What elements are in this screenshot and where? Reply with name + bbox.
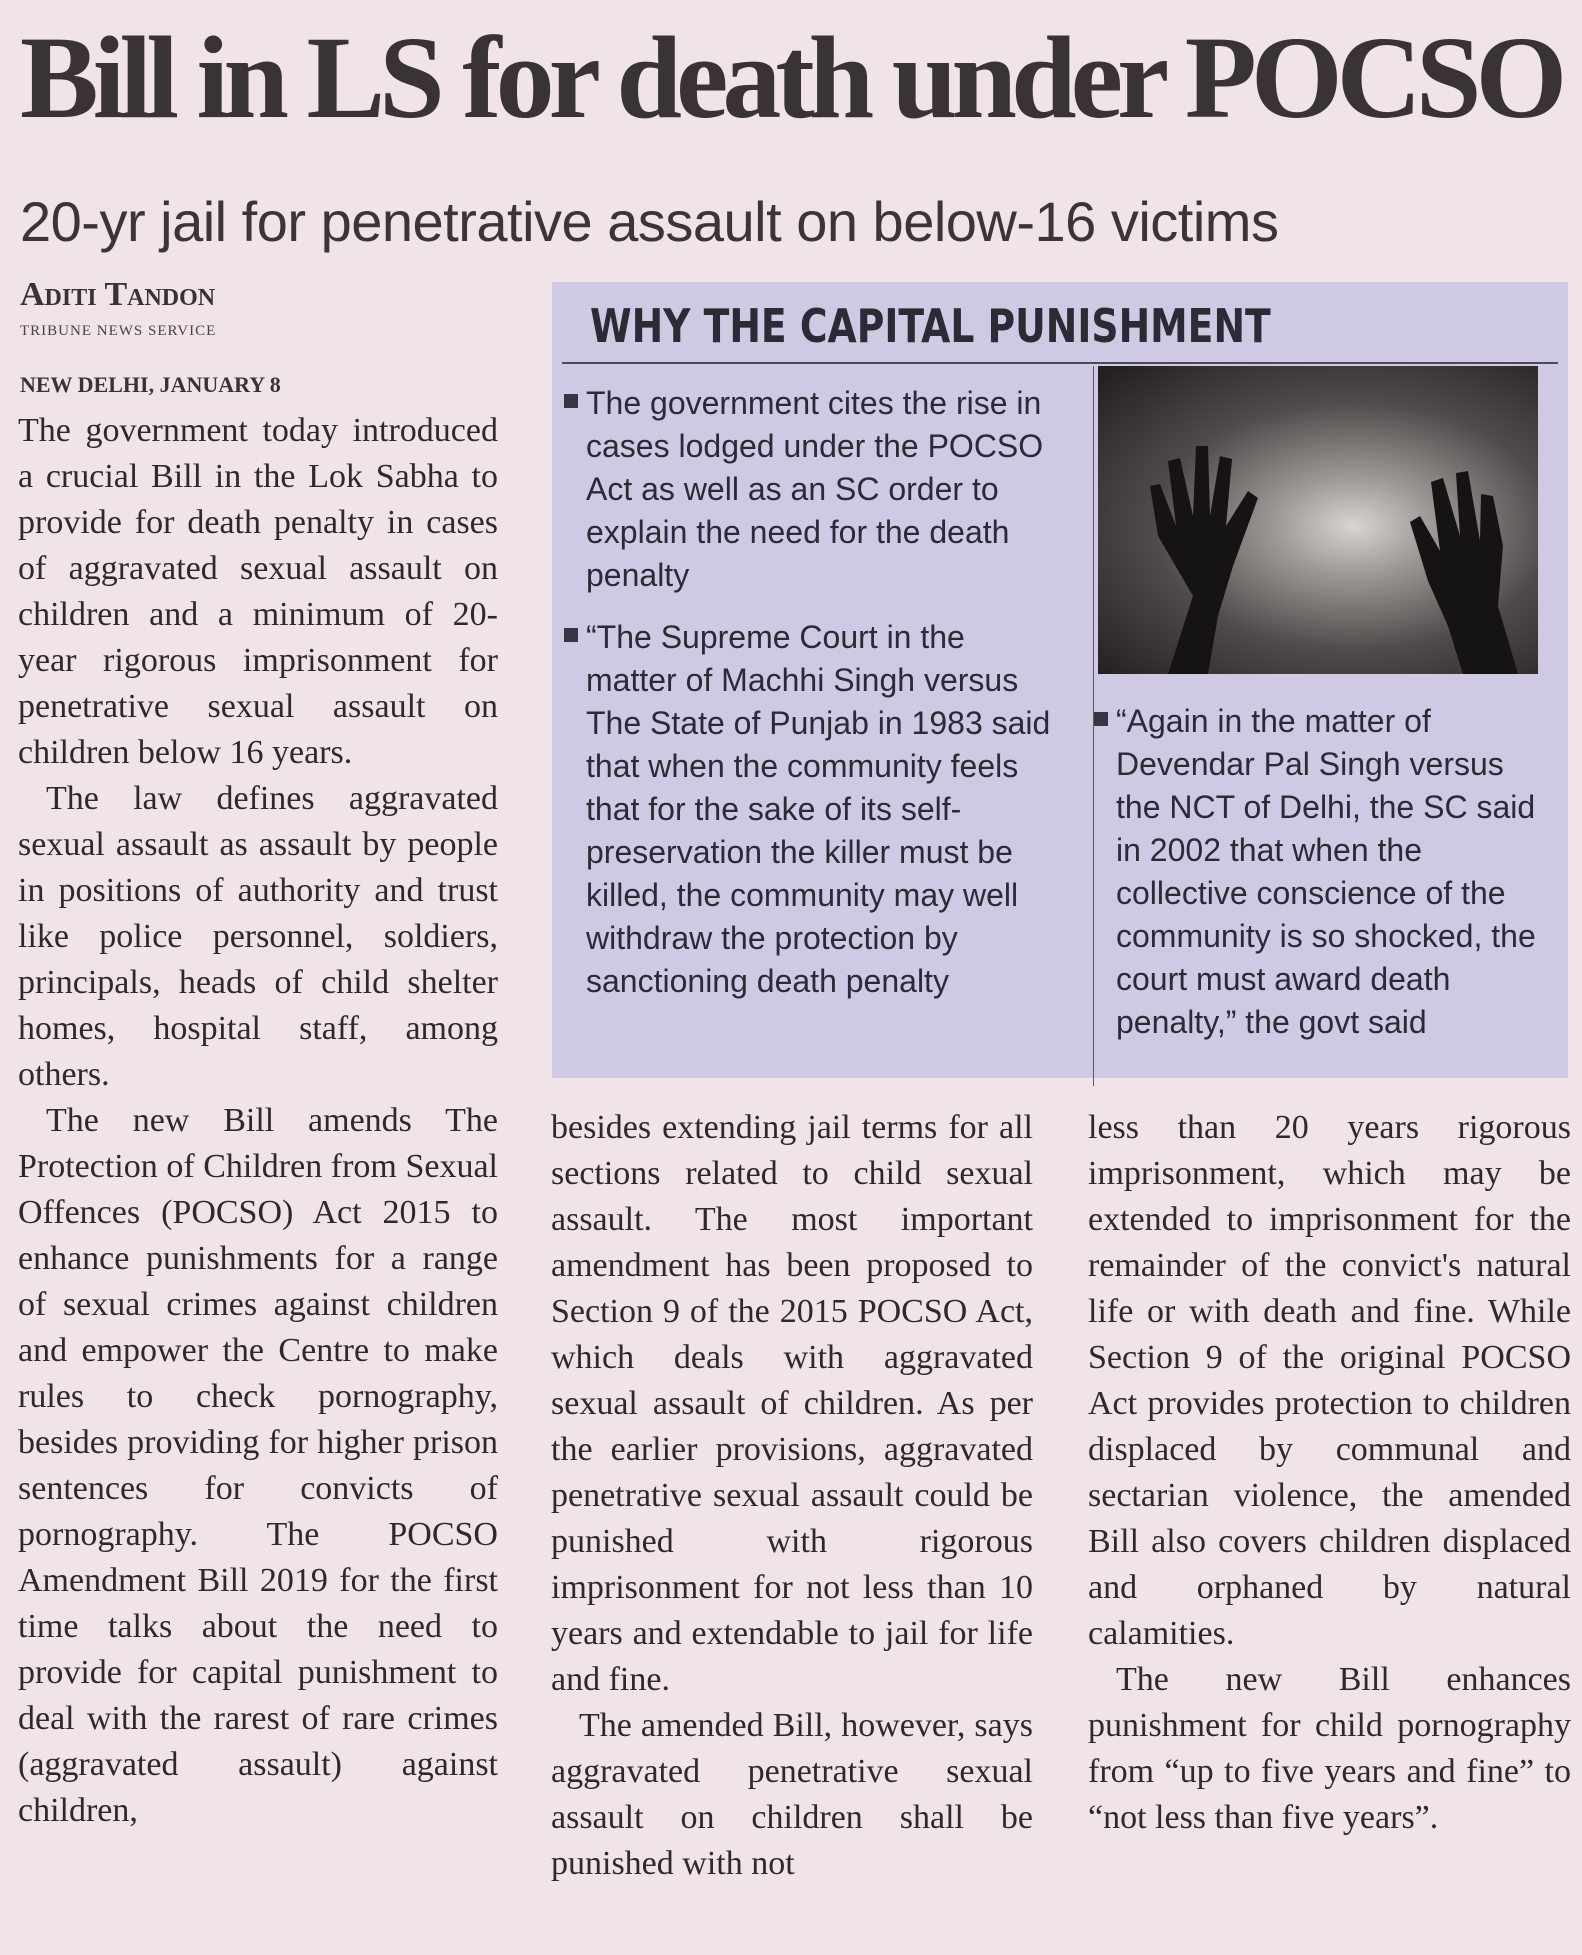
sidebar-bullet-text: “The Supreme Court in the matter of Machhi Singh versus The State of Punjab in 1983 said that when the community feels that for the sake of its self-preservation the killer must be killed, the community may well withdraw the protection by sanctioning death penalty xyxy=(586,619,1051,999)
subheadline: 20-yr jail for penetrative assault on below-16 victims xyxy=(20,190,1279,253)
article-paragraph: The new Bill enhances punishment for child pornography from “up to five years and fine” to “not less than five years”. xyxy=(1088,1661,1571,1836)
article-paragraph: The amended Bill, however, says aggravated penetrative sexual assault on children shall be punished with not xyxy=(551,1707,1033,1882)
byline-agency: TRIBUNE NEWS SERVICE xyxy=(20,323,217,339)
article-paragraph: The law defines aggravated sexual assault as assault by people in positions of authority and trust like police personnel, soldiers, principals, heads of child shelter homes, hospital staff, among others. xyxy=(18,780,498,1093)
article-column-3 xyxy=(1088,1105,1571,1841)
headline: Bill in LS for death under POCSO xyxy=(20,12,1562,143)
sidebar-bullet xyxy=(586,382,1056,597)
bullet-square-icon xyxy=(564,394,578,408)
article-paragraph: besides extending jail terms for all sections related to child sexual assault. The most important amendment has been proposed to Section 9 of the 2015 POCSO Act, which deals with aggravated sexual assault of children. As per the earlier provisions, aggravated penetrative sexual assault could be punished with rigorous imprisonment for not less than 10 years and extendable to jail for life and fine. xyxy=(551,1109,1033,1698)
article-column-2 xyxy=(551,1105,1033,1887)
bullet-square-icon xyxy=(564,628,578,642)
raised-hands-icon xyxy=(1098,366,1538,674)
sidebar-bullet-text: The government cites the rise in cases lodged under the POCSO Act as well as an SC order to explain the need for the death penalty xyxy=(586,385,1044,593)
sidebar-column-divider xyxy=(1093,366,1094,1086)
sidebar-box xyxy=(552,282,1568,1078)
raised-hands-photo xyxy=(1098,366,1538,674)
dateline: NEW DELHI, JANUARY 8 xyxy=(20,372,281,397)
article-column-1 xyxy=(18,408,498,1834)
article-paragraph: less than 20 years rigorous imprisonment, which may be extended to imprisonment for the remainder of the convict's natural life or with death and fine. While Section 9 of the original POCSO Act provides protection to children displaced by communal and sectarian violence, the amended Bill also covers children displaced and orphaned by natural calamities. xyxy=(1088,1109,1571,1652)
sidebar-title-rule xyxy=(562,362,1558,364)
byline-author: Aditi Tandon xyxy=(20,276,216,313)
article-paragraph: The government today introduced a crucial Bill in the Lok Sabha to provide for death penalty in cases of aggravated sexual assault on children and a minimum of 20-year rigorous imprisonment for penetrative sexual assault on children below 16 years. xyxy=(18,412,498,771)
bullet-square-icon xyxy=(1094,712,1108,726)
sidebar-bullet-text: “Again in the matter of Devendar Pal Singh versus the NCT of Delhi, the SC said in 2002 that when the collective conscience of the community is so shocked, the court must award death penalty,” the govt said xyxy=(1116,703,1536,1040)
article-paragraph: The new Bill amends The Protection of Children from Sexual Offences (POCSO) Act 2015 to enhance punishments for a range of sexual crimes against children and empower the Centre to make rules to check pornography, besides providing for higher prison sentences for convicts of pornography. The POCSO Amendment Bill 2019 for the first time talks about the need to provide for capital punishment to deal with the rarest of rare crimes (aggravated assault) against children, xyxy=(18,1102,498,1829)
sidebar-bullet xyxy=(1116,700,1556,1044)
sidebar-bullet xyxy=(586,616,1056,1003)
sidebar-title: WHY THE CAPITAL PUNISHMENT xyxy=(590,299,1271,353)
